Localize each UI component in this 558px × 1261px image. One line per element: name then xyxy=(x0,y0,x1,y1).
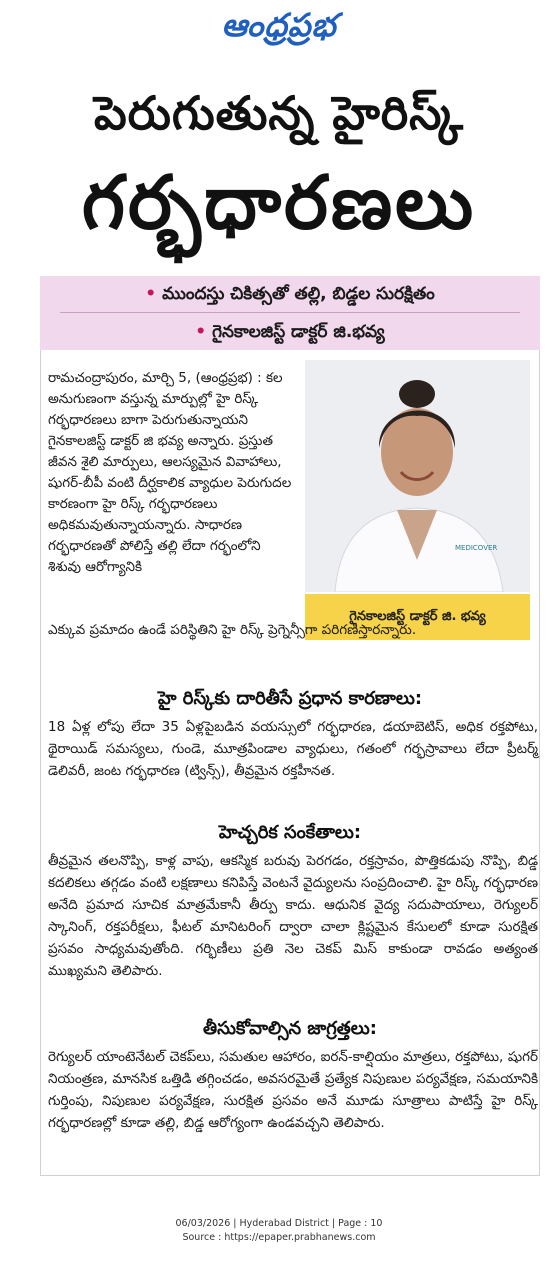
headline-line-2: గర్భధారణలు xyxy=(81,160,477,246)
highlight-item-2 xyxy=(40,322,540,346)
article-lead: రామచంద్రాపురం, మార్చి 5, (ఆంధ్రప్రభ) : కల అనుగుణంగా వస్తున్న మార్పుల్లో హై రిస్క్ గర్భధారణలు బాగా పెరుగుతున్నాయని గైనకాలజిస్ట్ డాక్టర్ జి భవ్య అన్నారు. ప్రస్తుత జీవన శైలి మార్పులు, ఆలస్యమైన వివాహాలు, షుగర్-బీపీ వంటి దీర్ఘకాలిక వ్యాధుల పెరుగుదల కారణంగా హై రిస్క్ గర్భధారణలు అధికమవుతున్నాయన్నారు. సాధారణ గర్భధారణతో పోలిస్తే తల్లి లేదా గర్భంలోని శిశువు ఆరోగ్యానికి xyxy=(48,370,292,575)
section-heading-warning-signs: హెచ్చరిక సంకేతాలు: xyxy=(218,822,362,843)
headline-line-1: పెరుగుతున్న హైరిస్క్ xyxy=(94,86,464,140)
newspaper-logo: ఆంధ్రప్రభ xyxy=(221,6,337,44)
photo-caption: గైనకాలజిస్ట్ డాక్టర్ జి. భవ్య xyxy=(305,594,530,640)
section-heading-causes: హై రిస్క్‌కు దారితీసే ప్రధాన కారణాలు: xyxy=(157,688,423,709)
highlight-text-1: ముందస్తు చికిత్సతో తల్లి, బిడ్డల సురక్షితం xyxy=(162,284,435,304)
footer-source: Source : https://epaper.prabhanews.com xyxy=(182,1232,376,1243)
bullet-icon: • xyxy=(145,284,157,304)
section-body-causes: 18 ఏళ్ల లోపు లేదా 35 ఏళ్లపైబడిన వయస్సులో గర్భధారణ, డయాబెటిస్, అధిక రక్తపోటు, థైరాయిడ్ సమస్యలు, గుండె, మూత్రపిండాల వ్యాధులు, గతంలో గర్భస్రావాలు లేదా ప్రీటర్మ్ డెలివరీ, జంట గర్భధారణ (ట్విన్స్), తీవ్రమైన రక్తహీనత. xyxy=(48,719,538,779)
bullet-icon: • xyxy=(195,322,207,342)
doctor-portrait-icon xyxy=(305,360,530,592)
highlight-text-2: గైనకాలజిస్ట్ డాక్టర్ జి.భవ్య xyxy=(212,322,385,342)
doctor-photo xyxy=(305,360,530,592)
highlight-item-1 xyxy=(40,284,540,308)
section-heading-precautions: తీసుకోవాల్సిన జాగ్రత్తలు: xyxy=(203,1018,377,1039)
article-lead-continued: ఎక్కువ ప్రమాదం ఉండే పరిస్థితిని హై రిస్క్ ప్రెగ్నెన్సీగా పరిగణిస్తారన్నారు. xyxy=(48,622,417,638)
section-body-precautions: రెగ్యులర్ యాంటెనేటల్ చెకప్‌లు, సమతుల ఆహారం, ఐరన్-కాల్షియం మాత్రలు, రక్తపోటు, షుగర్ నియంత్రణ, మానసిక ఒత్తిడి తగ్గించడం, అవసరమైతే ప్రత్యేక నిపుణుల పర్యవేక్షణ, సమయానికి గుర్తింపు, నిపుణుల పర్యవేక్షణ, సురక్షిత ప్రసవం అనే మూడు సూత్రాలు పాటిస్తే హై రిస్క్ గర్భధారణల్లో కూడా తల్లి, బిడ్డ ఆరోగ్యంగా ఉండవచ్చని తెలిపారు. xyxy=(48,1049,538,1131)
footer-date-page: 06/03/2026 | Hyderabad District | Page : 10 xyxy=(175,1218,383,1229)
badge-text: MEDICOVER xyxy=(455,544,498,552)
highlight-divider xyxy=(60,312,520,313)
section-body-warning-signs: తీవ్రమైన తలనొప్పి, కాళ్ల వాపు, ఆకస్మిక బరువు పెరగడం, రక్తస్రావం, పొత్తికడుపు నొప్పి, బిడ్డ కదలికలు తగ్గడం వంటి లక్షణాలు కనిపిస్తే వెంటనే వైద్యులను సంప్రదించాలి. హై రిస్క్ గర్భధారణ అనేది ప్రమాద సూచిక మాత్రమేకానీ తీర్పు కాదు. ఆధునిక వైద్య సదుపాయాలు, రెగ్యులర్ స్కానింగ్, రక్తపరీక్షలు, ఫీటల్ మానిటరింగ్ ద్వారా చాలా క్లిష్టమైన కేసులలో కూడా సురక్షిత ప్రసవం సాధ్యమవుతోంది. గర్భిణీలు ప్రతి నెల చెకప్ మిస్ కాకుండా రావడం అత్యంత ముఖ్యమని తెలిపారు. xyxy=(48,853,538,979)
